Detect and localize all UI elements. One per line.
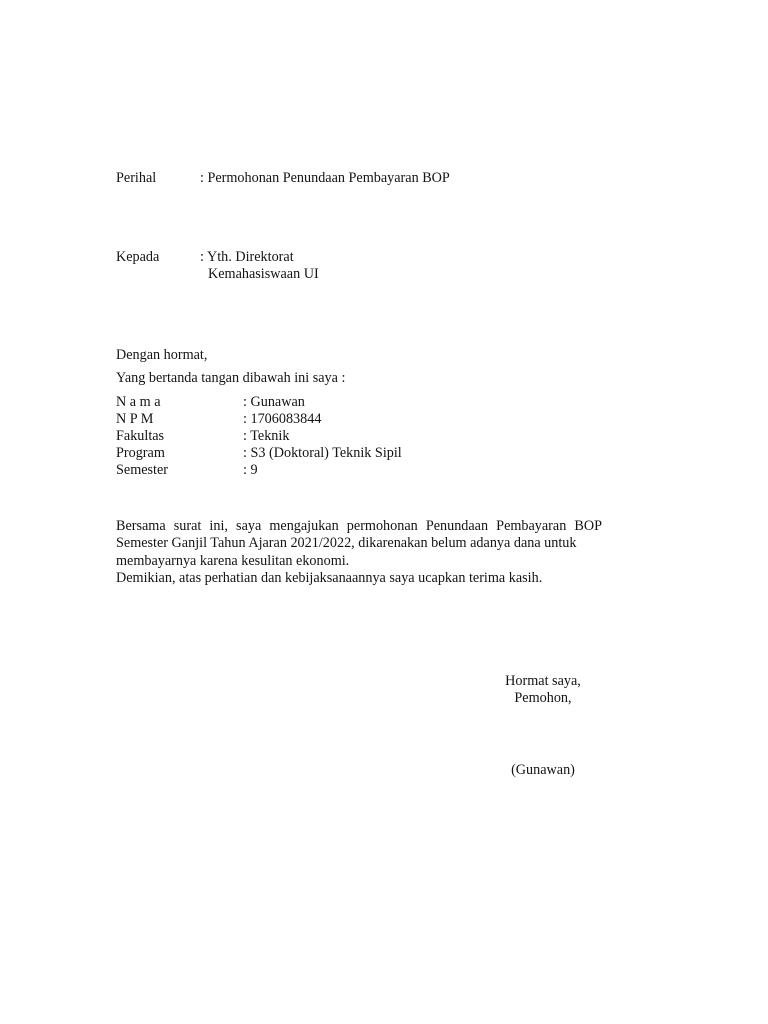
identity-value-name: : Gunawan — [243, 394, 305, 410]
subject-label: Perihal — [116, 170, 157, 186]
intro-line: Yang bertanda tangan dibawah ini saya : — [116, 370, 346, 386]
body-line-1: Bersama surat ini, saya mengajukan permohonan Penundaan Pembayaran BOP — [116, 518, 602, 534]
recipient-label: Kepada — [116, 249, 160, 265]
identity-label-name: N a m a — [116, 394, 161, 410]
identity-value-semester: : 9 — [243, 462, 258, 478]
body-line-2: Semester Ganjil Tahun Ajaran 2021/2022, dikarenakan belum adanya dana untuk — [116, 535, 577, 551]
identity-label-npm: N P M — [116, 411, 154, 427]
identity-label-program: Program — [116, 445, 165, 461]
subject-value: : Permohonan Penundaan Pembayaran BOP — [200, 170, 450, 186]
identity-label-semester: Semester — [116, 462, 169, 478]
recipient-line-1: : Yth. Direktorat — [200, 249, 294, 265]
signature-role: Pemohon, — [514, 690, 572, 706]
identity-value-npm: : 1706083844 — [243, 411, 322, 427]
signature-name: (Gunawan) — [511, 762, 575, 778]
closing-line: Demikian, atas perhatian dan kebijaksanaannya saya ucapkan terima kasih. — [116, 570, 543, 586]
identity-value-faculty: : Teknik — [243, 428, 290, 444]
identity-value-program: : S3 (Doktoral) Teknik Sipil — [243, 445, 402, 461]
signature-greeting: Hormat saya, — [505, 673, 581, 689]
recipient-line-2: Kemahasiswaan UI — [208, 266, 319, 282]
body-line-3: membayarnya karena kesulitan ekonomi. — [116, 553, 350, 569]
salutation: Dengan hormat, — [116, 347, 208, 363]
identity-label-faculty: Fakultas — [116, 428, 165, 444]
